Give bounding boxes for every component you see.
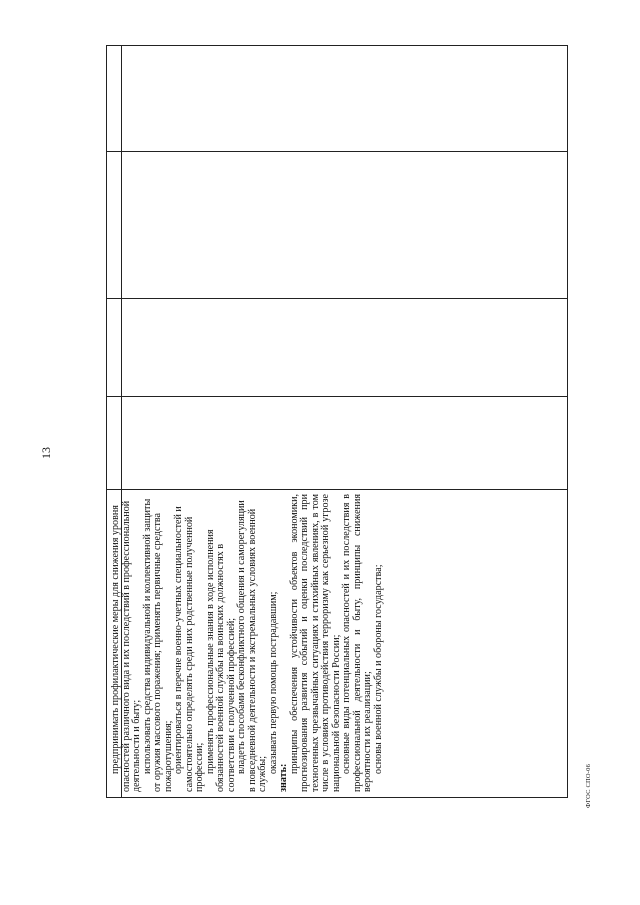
competency-text xyxy=(108,490,568,798)
page-number: 13 xyxy=(39,447,53,459)
text-line: применять профессиональные знания в ходе исполнения обязанностей военной службы на воинских должностях в соответствии с полученной профессией; xyxy=(204,529,237,792)
text-line: предпринимать профилактические меры для снижения уровня опасностей различного вида и их последствий в профессиональной деятельности и быту; xyxy=(110,500,142,792)
footer-code: ФГОС СПО-06 xyxy=(585,763,592,808)
text-line: владеть способами бесконфликтного общения и саморегуляции в повседневной деятельности и экстремальных условиях военной службы; xyxy=(236,500,268,792)
row-divider xyxy=(107,151,567,152)
text-line: основы военной службы и обороны государства; xyxy=(372,564,384,774)
row-divider xyxy=(107,396,567,397)
standards-table xyxy=(106,45,568,798)
row-divider xyxy=(107,298,567,299)
text-line: оказывать первую помощь пострадавшим; xyxy=(267,591,279,774)
text-line: ориентироваться в перечне военно-учетных специальностей и самостоятельно определять среди них родственные полученной профессии; xyxy=(173,506,205,792)
text-line: использовать средства индивидуальной и коллективной защиты от оружия массового поражения; применять первичные средства пожаротушения; xyxy=(141,498,174,792)
text-line: принципы обеспечения устойчивости объектов экономики, прогнозирования развития событий и оценки последствий при техногенных чрезвычайных ситуациях и стихийных явлениях, в том числе в условиях противодействия терроризму как серьезной угрозе национальной безопасности России; xyxy=(288,494,342,792)
competency-cell xyxy=(108,490,568,798)
text-line: основные виды потенциальных опасностей и их последствия в профессиональной деятельности и быту, принципы снижения вероятности их реализации; xyxy=(341,494,373,792)
section-heading: знать: xyxy=(278,763,289,792)
